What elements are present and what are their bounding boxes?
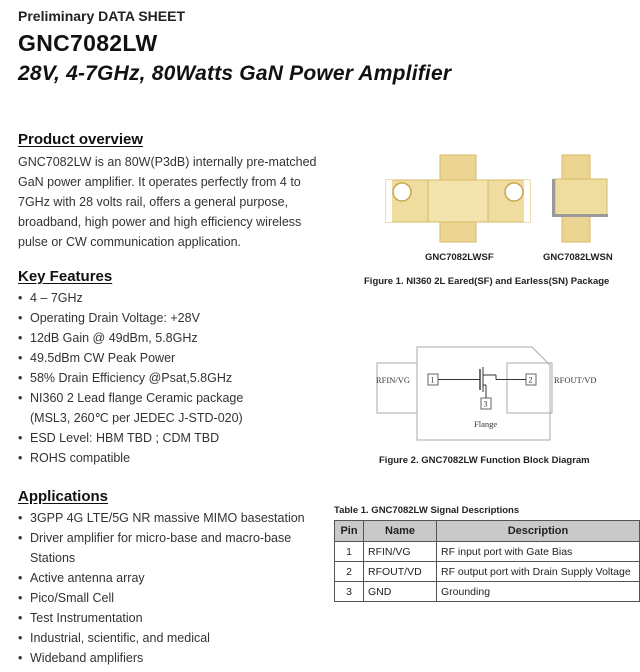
list-item: • ESD Level: HBM TBD ; CDM TBD: [18, 428, 328, 448]
diagram-pin1-label: 1: [430, 375, 435, 385]
applications-list: [18, 508, 328, 668]
package-sf-image: [386, 155, 530, 242]
list-item: • 58% Drain Efficiency @Psat,5.8GHz: [18, 368, 328, 388]
list-item: • 49.5dBm CW Peak Power: [18, 348, 328, 368]
list-item: • Pico/Small Cell: [18, 588, 328, 608]
list-item: • Wideband amplifiers: [18, 648, 328, 668]
package-sf-label: GNC7082LWSF: [425, 252, 494, 263]
table-cell: RFOUT/VD: [364, 562, 437, 582]
signal-table-title: Table 1. GNC7082LW Signal Descriptions: [334, 505, 520, 516]
column-header-description: Description: [437, 521, 640, 542]
list-item: • Operating Drain Voltage: +28V: [18, 308, 328, 328]
diagram-flange-label: Flange: [474, 419, 498, 429]
list-item: (MSL3, 260℃ per JEDEC J-STD-020): [30, 411, 243, 425]
list-item: • 3GPP 4G LTE/5G NR massive MIMO basestation: [18, 508, 328, 528]
table-cell: RFIN/VG: [364, 542, 437, 562]
overview-text: GNC7082LW is an 80W(P3dB) internally pre-matched GaN power amplifier. It operates perfectly from 4 to 7GHz with 28 volts rail, offers a general purpose, broadband, high power and high efficiency wireless pulse or CW communication application.: [18, 155, 317, 249]
key-features-heading: Key Features: [18, 268, 113, 285]
column-header-pin: Pin: [335, 521, 364, 542]
figure2-caption: Figure 2. GNC7082LW Function Block Diagram: [379, 455, 590, 466]
column-header-name: Name: [364, 521, 437, 542]
package-sn-image: [552, 155, 608, 242]
list-item: • Active antenna array: [18, 568, 328, 588]
table-cell: GND: [364, 582, 437, 602]
part-number: GNC7082LW: [18, 30, 158, 56]
table-cell: 1: [335, 542, 364, 562]
table-row: [335, 562, 640, 582]
applications-heading: Applications: [18, 488, 109, 505]
diagram-output-label: RFOUT/VD: [554, 375, 597, 385]
table-header-row: [335, 521, 640, 542]
list-item: Stations: [30, 551, 76, 565]
table-cell: Grounding: [437, 582, 640, 602]
list-item: • ROHS compatible: [18, 448, 328, 468]
overview-heading: Product overview: [18, 131, 144, 148]
table-row: [335, 582, 640, 602]
diagram-pin2-label: 2: [528, 375, 533, 385]
package-images: [380, 150, 630, 250]
list-item: • Driver amplifier for micro-base and macro-base: [18, 528, 328, 548]
preliminary-label: Preliminary DATA SHEET: [18, 8, 186, 24]
table-cell: RF output port with Drain Supply Voltage: [437, 562, 640, 582]
package-sn-label: GNC7082LWSN: [543, 252, 613, 263]
list-item: • 4 – 7GHz: [18, 288, 328, 308]
table-cell: 3: [335, 582, 364, 602]
list-item: • Industrial, scientific, and medical: [18, 628, 328, 648]
list-item: • Test Instrumentation: [18, 608, 328, 628]
figure1-caption: Figure 1. NI360 2L Eared(SF) and Earless(SN) Package: [364, 276, 610, 287]
document-subtitle: 28V, 4-7GHz, 80Watts GaN Power Amplifier: [18, 62, 452, 85]
key-features-list: [18, 288, 328, 468]
table-row: [335, 542, 640, 562]
signal-table: [334, 520, 640, 602]
list-item: • 12dB Gain @ 49dBm, 5.8GHz: [18, 328, 328, 348]
diagram-pin3-label: 3: [483, 399, 488, 409]
diagram-input-label: RFIN/VG: [376, 375, 411, 385]
table-cell: RF input port with Gate Bias: [437, 542, 640, 562]
table-cell: 2: [335, 562, 364, 582]
list-item: • NI360 2 Lead flange Ceramic package: [18, 388, 328, 408]
function-block-diagram: [372, 345, 602, 445]
